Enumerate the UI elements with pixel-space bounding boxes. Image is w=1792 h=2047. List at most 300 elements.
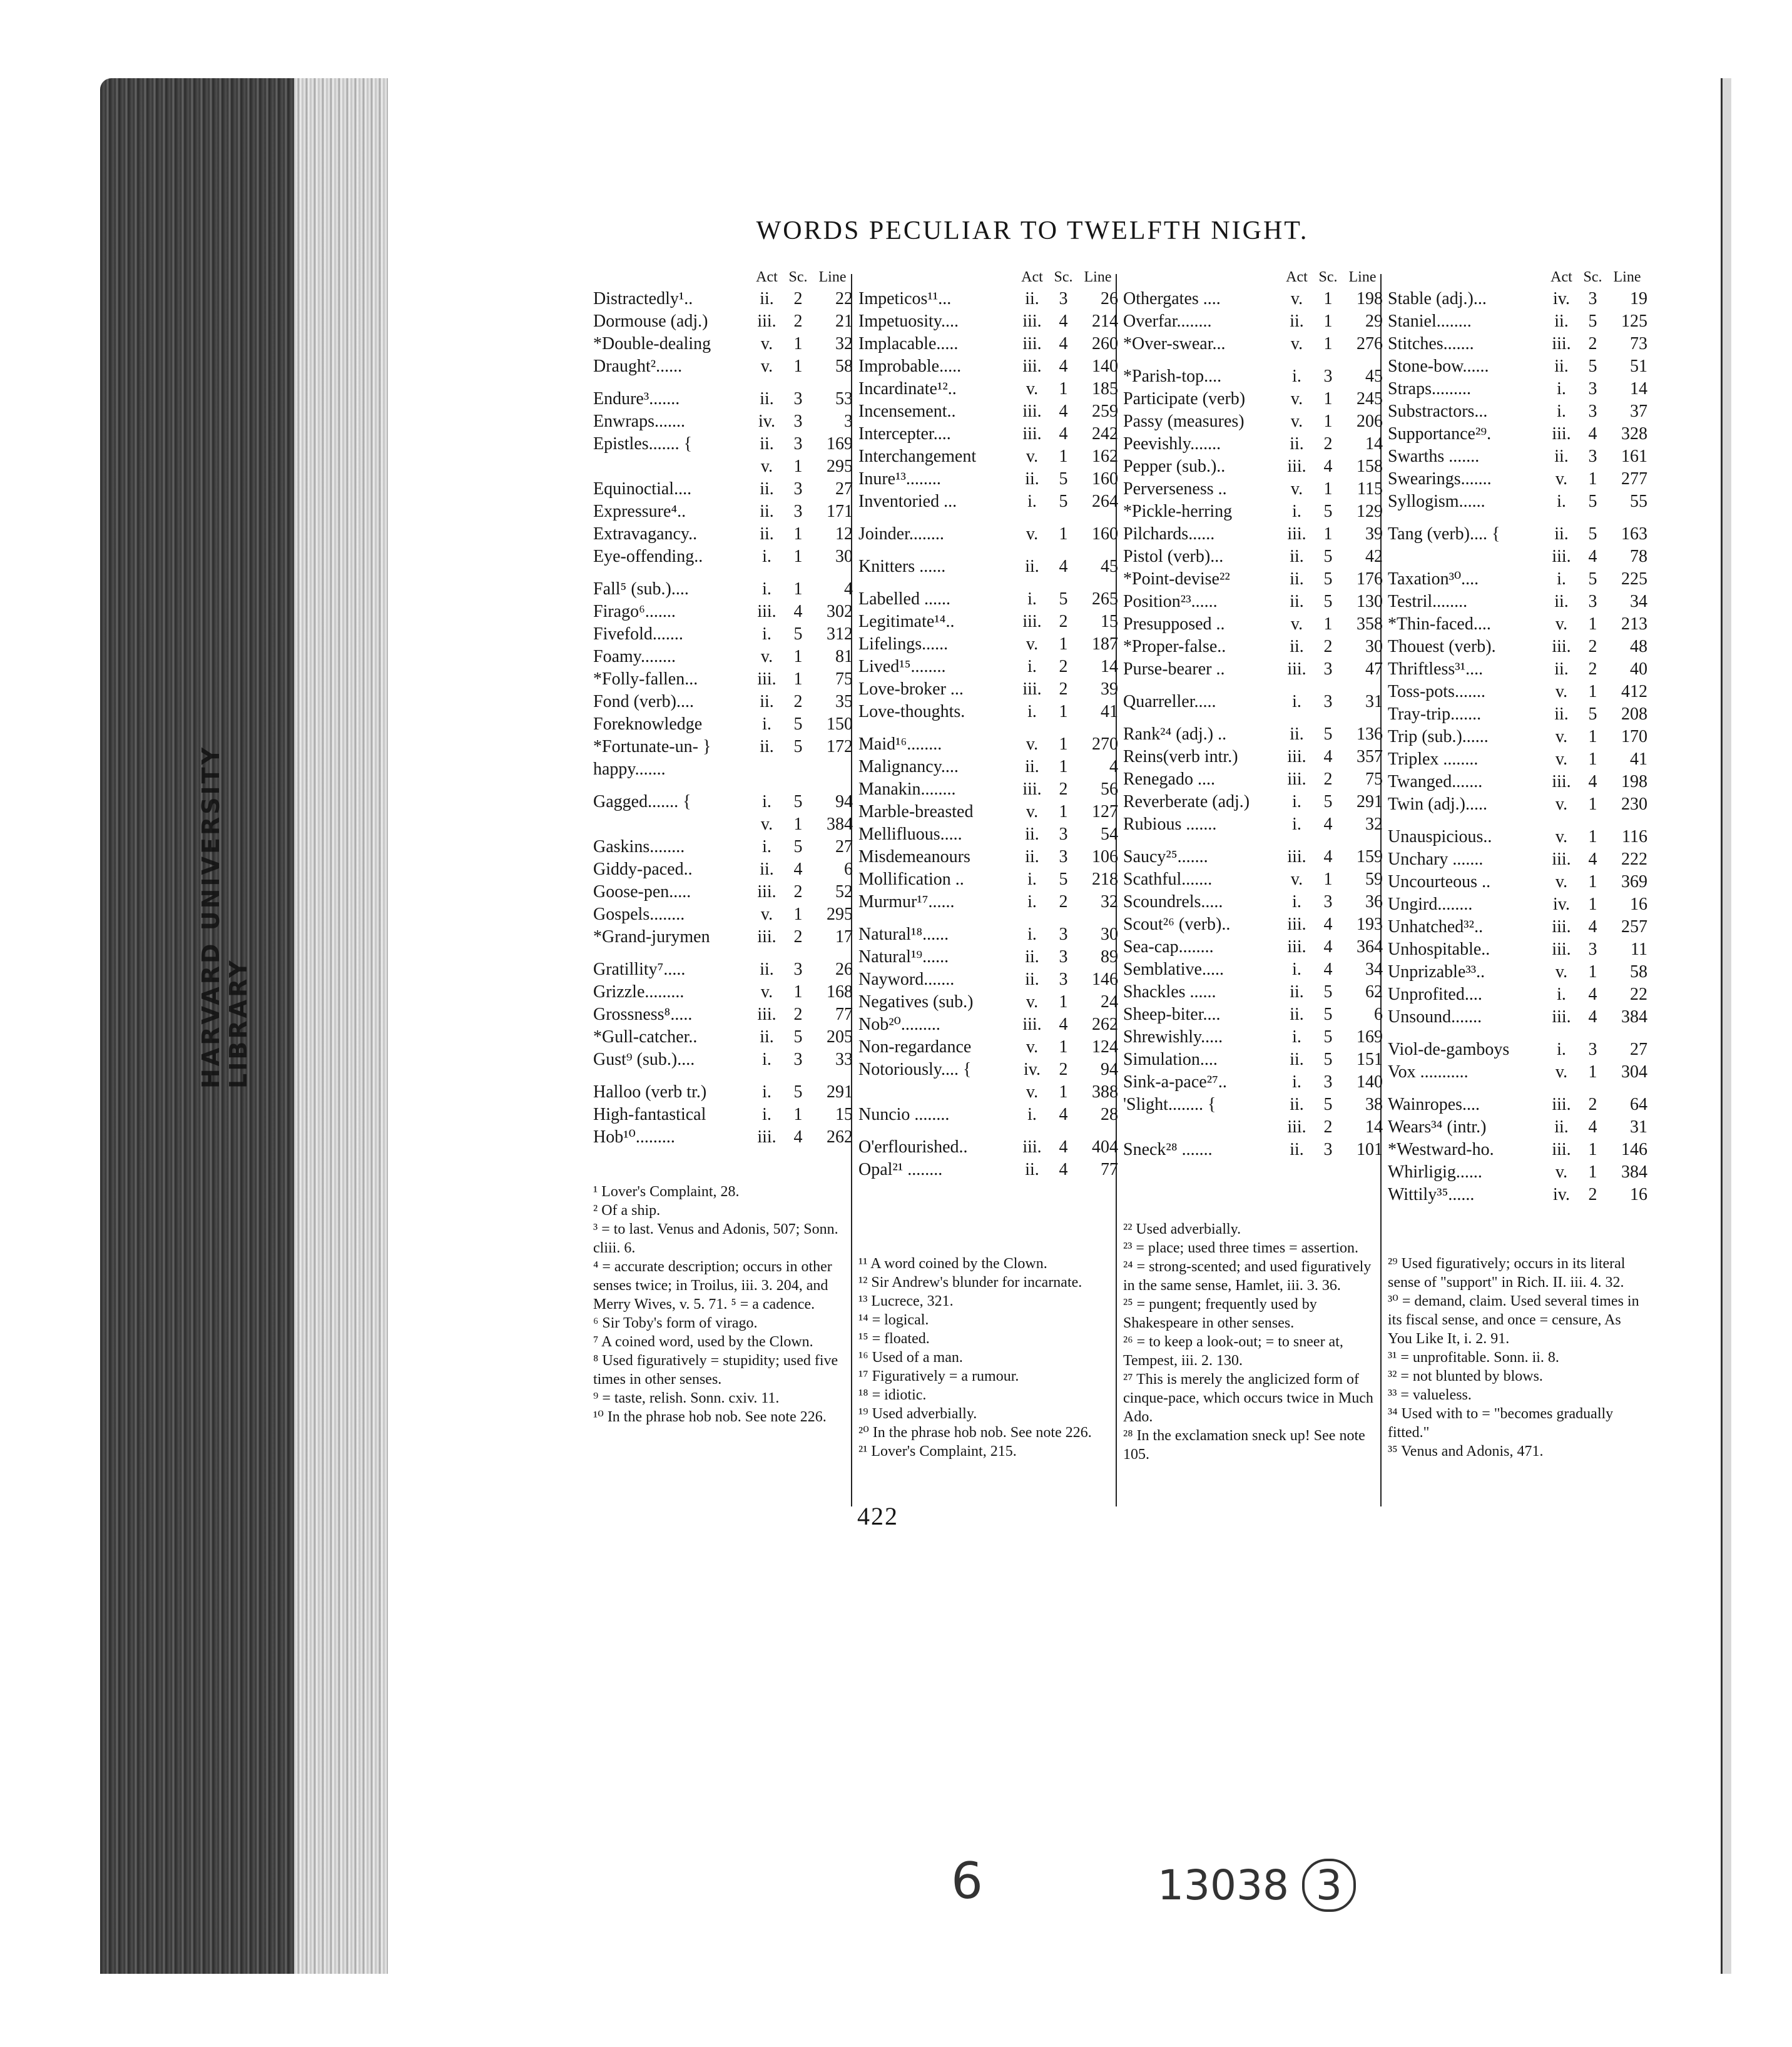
entry-line: 32	[835, 334, 853, 353]
entry-line: 412	[1621, 682, 1647, 701]
entry-act: v.	[1026, 447, 1039, 466]
entry-line: 198	[1621, 772, 1647, 791]
entry-scene: 1	[1059, 802, 1068, 821]
entry-scene: 3	[1323, 892, 1333, 912]
entry-line: 89	[1101, 947, 1118, 967]
entry-line: 36	[1365, 892, 1383, 912]
word-entry	[858, 556, 1118, 578]
entry-word: Grizzle.........	[593, 982, 685, 1002]
entry-word: Trip (sub.)......	[1388, 727, 1489, 746]
entry-word: Triplex ........	[1388, 749, 1479, 769]
word-entry	[1388, 938, 1647, 961]
entry-scene: 4	[1588, 424, 1597, 444]
entry-act: v.	[1026, 992, 1039, 1012]
footnote: ¹³ Lucrece, 321.	[858, 1293, 954, 1309]
entry-scene: 5	[1059, 870, 1068, 889]
footnote: ²⁹ Used figuratively; occurs in its literal sense of "support" in Rich. II. iii. 4. 32.	[1388, 1256, 1626, 1291]
word-entry	[593, 791, 853, 813]
entry-act: ii.	[1554, 704, 1569, 724]
entry-scene: 3	[1588, 1040, 1597, 1059]
word-entry	[1388, 1116, 1647, 1139]
entry-scene: 2	[1059, 1060, 1068, 1079]
word-entry	[858, 923, 1118, 946]
entry-scene: 3	[1059, 970, 1068, 989]
word-entry	[1123, 388, 1383, 410]
handwritten-circled: 3	[1302, 1859, 1356, 1912]
entry-line: 3	[844, 412, 853, 431]
entry-scene: 2	[1059, 657, 1068, 676]
entry-act: v.	[1290, 614, 1303, 634]
entry-word: Fall⁵ (sub.)....	[593, 579, 689, 599]
entry-line: 404	[1092, 1137, 1118, 1157]
entry-line: 170	[1621, 727, 1647, 746]
entry-word: Unhospitable..	[1388, 940, 1490, 959]
word-entry	[1123, 478, 1383, 500]
header-blank	[858, 269, 1015, 288]
header-act: Act	[756, 269, 778, 285]
word-entry	[858, 633, 1118, 656]
entry-line: 34	[1365, 960, 1383, 979]
entry-scene: 1	[1588, 469, 1597, 489]
word-entry	[1388, 658, 1647, 681]
word-entry	[1123, 981, 1383, 1003]
entry-scene: 4	[1323, 915, 1333, 934]
entry-act: iv.	[758, 412, 775, 431]
entry-word: Marble-breasted	[858, 802, 974, 821]
entry-word: Thouest (verb).	[1388, 637, 1496, 656]
entry-word	[593, 455, 750, 478]
entry-act: ii.	[1554, 357, 1569, 376]
column-header	[858, 269, 1118, 288]
entry-act: i.	[762, 579, 771, 599]
word-entry	[858, 333, 1118, 355]
entry-scene: 4	[793, 1127, 803, 1147]
entry-word: Misdemeanours	[858, 847, 970, 866]
entry-scene: 1	[1323, 289, 1333, 308]
entry-act: v.	[1290, 334, 1303, 353]
entry-scene: 5	[1588, 312, 1597, 331]
entry-act: i.	[1292, 960, 1301, 979]
word-entry	[1123, 1094, 1383, 1116]
word-entry	[858, 288, 1118, 310]
entry-line: 11	[1631, 940, 1647, 959]
word-entry	[1388, 310, 1647, 333]
entry-word: Tray-trip.......	[1388, 704, 1482, 724]
entry-scene: 5	[1059, 589, 1068, 609]
entry-scene: 5	[1323, 569, 1333, 589]
entry-scene: 5	[1588, 492, 1597, 511]
entry-word: Swearings.......	[1388, 469, 1492, 489]
word-entry	[593, 646, 853, 668]
entry-word: Scathful.......	[1123, 870, 1213, 889]
entry-word: Wittily³⁵......	[1388, 1185, 1475, 1204]
entry-line: 146	[1092, 970, 1118, 989]
column-header	[593, 269, 853, 288]
word-entry	[1388, 703, 1647, 726]
word-entry	[593, 578, 853, 601]
entry-scene: 5	[793, 792, 803, 811]
entry-word: Improbable.....	[858, 357, 962, 376]
word-entry	[858, 355, 1118, 378]
entry-scene: 1	[1323, 614, 1333, 634]
entry-scene: 1	[793, 982, 803, 1002]
entry-word: Inventoried ...	[858, 492, 957, 511]
word-entry	[858, 1136, 1118, 1159]
footnote: ¹⁴ = logical.	[858, 1312, 929, 1328]
entry-scene: 2	[793, 927, 803, 947]
entry-word: Enwraps.......	[593, 412, 685, 431]
entry-act: i.	[1557, 985, 1566, 1004]
word-entry	[858, 1159, 1118, 1181]
header-line: Line	[1084, 269, 1112, 285]
entry-scene: 5	[1059, 469, 1068, 489]
word-entry	[1123, 500, 1383, 523]
entry-scene: 4	[1059, 557, 1068, 576]
word-entry	[1388, 771, 1647, 793]
entry-word: Giddy-paced..	[593, 860, 693, 879]
entry-scene: 4	[1588, 985, 1597, 1004]
entry-line: 140	[1357, 1072, 1383, 1092]
word-entry	[1123, 288, 1383, 310]
word-entry	[593, 546, 853, 568]
word-entry	[1388, 681, 1647, 703]
footnote: ²⁸ In the exclamation sneck up! See note 105.	[1123, 1428, 1365, 1463]
word-entry	[858, 423, 1118, 445]
entry-word: Staniel........	[1388, 312, 1472, 331]
word-entry	[593, 1126, 853, 1149]
entry-act: ii.	[1025, 469, 1039, 489]
entry-scene: 1	[1059, 379, 1068, 399]
word-entry	[593, 623, 853, 646]
entry-scene: 1	[793, 647, 803, 666]
entry-scene: 1	[1588, 795, 1597, 814]
entry-scene: 2	[1323, 637, 1333, 656]
footnote: ¹⁵ = floated.	[858, 1331, 930, 1347]
entry-act: ii.	[1290, 569, 1304, 589]
entry-line: 16	[1630, 1185, 1647, 1204]
word-entry	[1123, 958, 1383, 981]
word-entry	[1123, 636, 1383, 658]
entry-scene: 2	[1588, 1095, 1597, 1114]
entry-act: ii.	[760, 860, 774, 879]
entry-act: iv.	[1553, 1185, 1570, 1204]
entry-act: iii.	[1287, 457, 1306, 476]
entry-scene: 4	[1059, 424, 1068, 444]
entry-line: 169	[1357, 1027, 1383, 1047]
word-entry	[858, 701, 1118, 723]
entry-word: Murmur¹⁷......	[858, 892, 955, 912]
entry-word: *Proper-false..	[1123, 637, 1226, 656]
entry-word: Non-regardance	[858, 1037, 972, 1057]
word-entry	[593, 1026, 853, 1049]
entry-word: Lived¹⁵........	[858, 657, 946, 676]
entry-act: i.	[1027, 657, 1037, 676]
entry-word: Opal²¹ ........	[858, 1160, 943, 1179]
entry-scene: 2	[1059, 892, 1068, 912]
entry-act: ii.	[1554, 312, 1569, 331]
entry-line: 168	[827, 982, 853, 1002]
entry-act: v.	[760, 647, 773, 666]
entry-scene: 3	[793, 479, 803, 499]
word-entry	[1388, 1039, 1647, 1061]
entry-scene: 4	[1588, 772, 1597, 791]
entry-act: ii.	[1290, 312, 1304, 331]
entry-act: v.	[760, 815, 773, 834]
entry-scene: 4	[1323, 457, 1333, 476]
entry-line: 291	[1357, 792, 1383, 811]
entry-scene: 1	[793, 334, 803, 353]
entry-act: iii.	[1287, 1117, 1306, 1137]
footnotes-2	[858, 1254, 1112, 1461]
entry-act: v.	[1555, 614, 1568, 634]
entry-word: Substractors...	[1388, 402, 1488, 421]
word-entry	[858, 968, 1118, 991]
footnote: ²⁷ This is merely the anglicized form of cinque-pace, which occurs twice in Much Ado.	[1123, 1371, 1373, 1425]
entry-word: Quarreller.....	[1123, 692, 1216, 711]
entry-line: 124	[1092, 1037, 1118, 1057]
entry-line: 364	[1357, 937, 1383, 957]
footnote: ¹² Sir Andrew's blunder for incarnate.	[858, 1274, 1082, 1291]
entry-word: Ungird........	[1388, 895, 1473, 914]
word-entry	[858, 1059, 1118, 1081]
entry-line: 48	[1630, 637, 1647, 656]
entry-line: 51	[1630, 357, 1647, 376]
entry-line: 369	[1621, 872, 1647, 891]
word-entry	[1388, 893, 1647, 916]
word-entry	[593, 333, 853, 355]
word-entry	[858, 378, 1118, 400]
entry-scene: 3	[793, 389, 803, 409]
word-column-2	[858, 269, 1118, 1181]
entry-word: Pepper (sub.)..	[1123, 457, 1226, 476]
entry-act: v.	[1026, 524, 1039, 544]
word-entry	[1123, 746, 1383, 768]
entry-line: 187	[1092, 634, 1118, 654]
entry-act: ii.	[1025, 289, 1039, 308]
entry-scene: 1	[1059, 757, 1068, 776]
entry-scene: 3	[1588, 940, 1597, 959]
word-entry	[858, 678, 1118, 701]
entry-act: ii.	[760, 479, 774, 499]
entry-scene: 4	[1323, 937, 1333, 957]
entry-scene: 3	[1059, 947, 1068, 967]
entry-word: Twanged.......	[1388, 772, 1483, 791]
header-blank	[1388, 269, 1544, 288]
footnote: ³¹ = unprofitable. Sonn. ii. 8.	[1388, 1349, 1559, 1366]
entry-act: iii.	[1287, 770, 1306, 789]
word-entry	[1388, 983, 1647, 1006]
page-stack	[294, 78, 388, 1974]
entry-word: *Double-dealing	[593, 334, 711, 353]
word-entry	[1123, 768, 1383, 791]
entry-act: v.	[1290, 389, 1303, 409]
word-entry	[1123, 1116, 1383, 1139]
entry-word: Reverberate (adj.)	[1123, 792, 1250, 811]
entry-word	[1388, 546, 1544, 568]
word-entry	[1388, 591, 1647, 613]
entry-scene: 1	[793, 669, 803, 689]
entry-scene: 2	[1059, 780, 1068, 799]
entry-scene: 4	[1588, 850, 1597, 869]
word-entry	[593, 903, 853, 926]
word-entry	[593, 1049, 853, 1071]
entry-word: Firago⁶.......	[593, 602, 676, 621]
entry-act: ii.	[1025, 1160, 1039, 1179]
entry-line: 29	[1365, 312, 1383, 331]
entry-scene: 1	[1588, 895, 1597, 914]
entry-act: ii.	[1025, 825, 1039, 844]
entry-line: 205	[827, 1027, 853, 1047]
entry-act: v.	[1555, 727, 1568, 746]
entry-scene: 1	[1588, 827, 1597, 846]
entry-scene: 4	[1059, 334, 1068, 353]
entry-scene: 3	[1059, 825, 1068, 844]
entry-scene: 2	[1059, 612, 1068, 631]
entry-act: iii.	[1022, 334, 1042, 353]
entry-act: i.	[1027, 925, 1037, 944]
entry-line: 37	[1630, 402, 1647, 421]
word-entry	[1388, 568, 1647, 591]
entry-act: iii.	[1022, 312, 1042, 331]
word-entry	[1123, 591, 1383, 613]
entry-act: v.	[1555, 827, 1568, 846]
entry-scene: 1	[793, 524, 803, 544]
word-entry	[858, 490, 1118, 513]
word-entry	[593, 355, 853, 378]
entry-act: v.	[760, 357, 773, 376]
entry-scene: 1	[1323, 312, 1333, 331]
entry-word: Viol-de-gamboys	[1388, 1040, 1510, 1059]
entry-line: 358	[1357, 614, 1383, 634]
entry-line: 81	[835, 647, 853, 666]
entry-line: 291	[827, 1082, 853, 1102]
entry-line: 257	[1621, 917, 1647, 937]
word-entry	[1123, 333, 1383, 355]
entry-word: Malignancy....	[858, 757, 959, 776]
entry-act: i.	[1027, 702, 1037, 721]
entry-line: 259	[1092, 402, 1118, 421]
entry-act: i.	[1027, 492, 1037, 511]
word-entry	[858, 468, 1118, 490]
entry-act: iii.	[1552, 637, 1571, 656]
entry-word: Supportance²⁹.	[1388, 424, 1492, 444]
entry-scene: 3	[1588, 402, 1597, 421]
entry-line: 172	[827, 737, 853, 756]
entry-act: i.	[1027, 892, 1037, 912]
entry-line: 77	[1101, 1160, 1118, 1179]
entry-act: i.	[1292, 1027, 1301, 1047]
word-entry	[1123, 913, 1383, 936]
entry-line: 116	[1622, 827, 1647, 846]
entry-word: Natural¹⁸......	[858, 925, 949, 944]
entry-line: 384	[1621, 1162, 1647, 1182]
entry-act	[750, 758, 784, 781]
entry-scene: 1	[1323, 412, 1333, 431]
entry-word: Perverseness ..	[1123, 479, 1227, 499]
entry-act: v.	[1555, 962, 1568, 982]
entry-scene: 4	[1059, 1015, 1068, 1034]
word-entry	[1388, 490, 1647, 513]
header-scene: Sc.	[1054, 269, 1073, 285]
entry-word: Sheep-biter....	[1123, 1005, 1221, 1024]
entry-word: Nob²⁰.........	[858, 1015, 940, 1034]
word-entry	[1388, 613, 1647, 636]
entry-line: 47	[1365, 659, 1383, 679]
entry-line: 34	[1630, 592, 1647, 611]
entry-word: Renegado ....	[1123, 770, 1215, 789]
word-entry	[593, 691, 853, 713]
entry-line: 312	[827, 624, 853, 644]
entry-line: 27	[1630, 1040, 1647, 1059]
entry-scene: 5	[793, 737, 803, 756]
entry-word: Tang (verb).... {	[1388, 524, 1500, 544]
entry-scene: 1	[1323, 334, 1333, 353]
word-entry	[858, 310, 1118, 333]
entry-act: i.	[1292, 502, 1301, 521]
entry-word: Wears³⁴ (intr.)	[1388, 1117, 1487, 1137]
entry-line: 6	[844, 860, 853, 879]
entry-word	[1123, 1116, 1280, 1139]
entry-word: *Parish-top....	[1123, 367, 1222, 386]
entry-scene: 5	[1323, 502, 1333, 521]
entry-scene: 3	[1323, 367, 1333, 386]
entry-scene: 4	[1588, 1117, 1597, 1137]
word-entry	[1123, 1026, 1383, 1049]
header-line: Line	[1613, 269, 1641, 285]
entry-line: 62	[1365, 982, 1383, 1002]
entry-act: i.	[1557, 492, 1566, 511]
entry-line: 206	[1357, 412, 1383, 431]
entry-word: Negatives (sub.)	[858, 992, 974, 1012]
entry-word: Lifelings......	[858, 634, 949, 654]
entry-line: 45	[1101, 557, 1118, 576]
entry-word: Gagged....... {	[593, 792, 691, 811]
entry-word: Intercepter....	[858, 424, 951, 444]
entry-scene: 1	[1059, 1082, 1068, 1102]
entry-act: v.	[1290, 870, 1303, 889]
entry-line: 38	[1365, 1095, 1383, 1114]
entry-act: v.	[760, 905, 773, 924]
entry-line: 4	[844, 579, 853, 599]
entry-word	[858, 1081, 1015, 1104]
entry-scene: 5	[1323, 547, 1333, 566]
entry-line: 136	[1357, 724, 1383, 744]
entry-scene: 1	[1588, 872, 1597, 891]
entry-word: Toss-pots.......	[1388, 682, 1485, 701]
entry-act: ii.	[1025, 947, 1039, 967]
entry-line: 27	[835, 837, 853, 856]
entry-line: 242	[1092, 424, 1118, 444]
entry-scene: 3	[793, 960, 803, 979]
entry-word: Shrewishly.....	[1123, 1027, 1223, 1047]
entry-act: i.	[1292, 892, 1301, 912]
entry-word: Manakin........	[858, 780, 956, 799]
entry-line: 127	[1092, 802, 1118, 821]
entry-line: 222	[1621, 850, 1647, 869]
entry-line: 54	[1101, 825, 1118, 844]
entry-line: 73	[1630, 334, 1647, 353]
entry-scene: 4	[1059, 1137, 1068, 1157]
word-entry	[858, 733, 1118, 756]
word-entry	[858, 868, 1118, 891]
entry-line: 40	[1630, 659, 1647, 679]
entry-scene: 4	[1323, 960, 1333, 979]
word-entry	[1388, 1006, 1647, 1029]
entry-scene: 3	[793, 1050, 803, 1069]
entry-scene: 5	[793, 624, 803, 644]
entry-act: i.	[1027, 589, 1037, 609]
entry-line: 198	[1357, 289, 1383, 308]
